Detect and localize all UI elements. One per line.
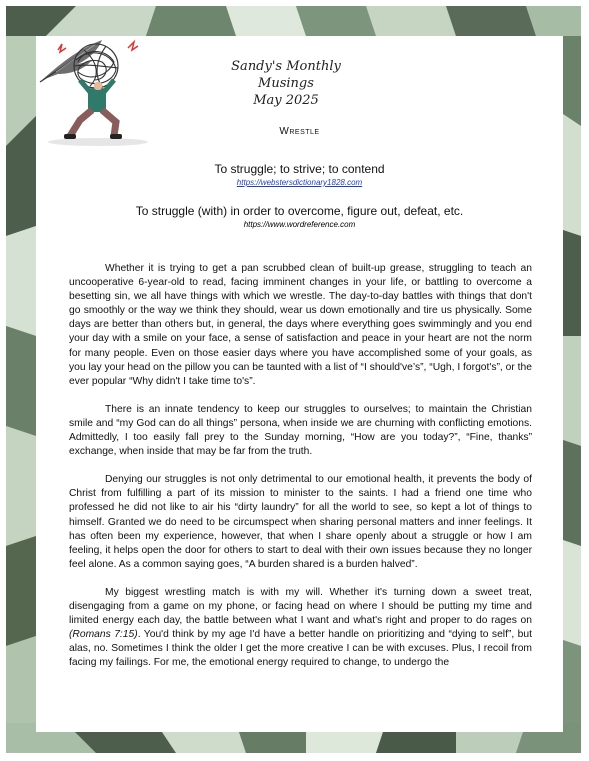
- definition-2-source: https://www.wordreference.com: [243, 220, 356, 229]
- newsletter-title: [216, 58, 356, 109]
- paragraph-1: Whether it is trying to get a pan scrubbed clean of built-up grease, struggling to teach an uncooperative 6-year-old to read, facing imminent changes in your life, or battling to overcome a besetting sin, we all have things with which we wrestle. The day-to-day battles with things that don't go smoothly or the way we think they should, wear us down emotionally and tire us physically. Some days are better than others but, in general, the days where everything goes swimmingly and you end your day with a smile on your face, a sense of satisfaction and peace in your heart are not the norm for many people. Even on those easier days where you have accomplished some of your goals, as you lay your head on the pillow you can be taunted with a list of “I should've’s”, “Ugh, I forgot's”, or the ever popular “Why didn't I take time to's”.: [69, 263, 532, 387]
- decorative-border-frame: [6, 6, 581, 753]
- webster-dictionary-link[interactable]: https://webstersdictionary1828.com: [236, 178, 363, 187]
- newsletter-date: May 2025: [253, 93, 319, 108]
- article-body: [69, 262, 532, 684]
- paragraph-3: Denying our struggles is not only detrimental to our emotional health, it prevents the body of Christ from fulfilling a part of its mission to minister to the saints. I had a friend one time who professed he did not like to air his “dirty laundry” for all the world to see, so kept a lot of things to himself. Granted we do need to be circumspect when sharing personal matters and inner feelings. It has often been my experience, however, that when I share openly about a struggle or how I am feeling, it helps open the door for others to start to deal with their own issues because they no longer feel alone. As a common saying goes, “A burden shared is a burden halved”.: [69, 474, 532, 570]
- definition-1-source: [36, 178, 563, 187]
- page-sheet: [36, 36, 563, 732]
- definition-1: To struggle; to strive; to contend: [214, 162, 385, 176]
- scripture-reference: (Romans 7:15): [69, 629, 138, 641]
- paragraph-2: There is an innate tendency to keep our struggles to ourselves; to maintain the Christian smile and “my God can do all things” persona, when inside we are churning with conflicting emotions. Admittedly, I too easily fall prey to the Sunday morning, “How are you today?”, “Fine, thanks” exchange, when inside that may be far from the truth.: [69, 403, 532, 458]
- paragraph-4-end: . You'd think by my age I'd have a better handle on prioritizing and “dying to self”, but alas, no. Sometimes I think the older I get the more creative I can be with excuses. Plus, I recoil from facing my failings. For me, the emotional energy required to change, to undergo the: [69, 629, 532, 669]
- paragraph-4-start: My biggest wrestling match is with my will. Whether it's turning down a sweet treat, disengaging from a game on my phone, or facing head on where I should be putting my time and limited energy each day, the battle between what I want and what's right and proper to do rages on: [69, 586, 532, 627]
- newsletter-name: Sandy's Monthly Musings: [231, 59, 341, 91]
- paragraph-4: [69, 586, 532, 671]
- word-title: Wrestle: [279, 126, 320, 137]
- definition-2: To struggle (with) in order to overcome, figure out, defeat, etc.: [135, 204, 464, 218]
